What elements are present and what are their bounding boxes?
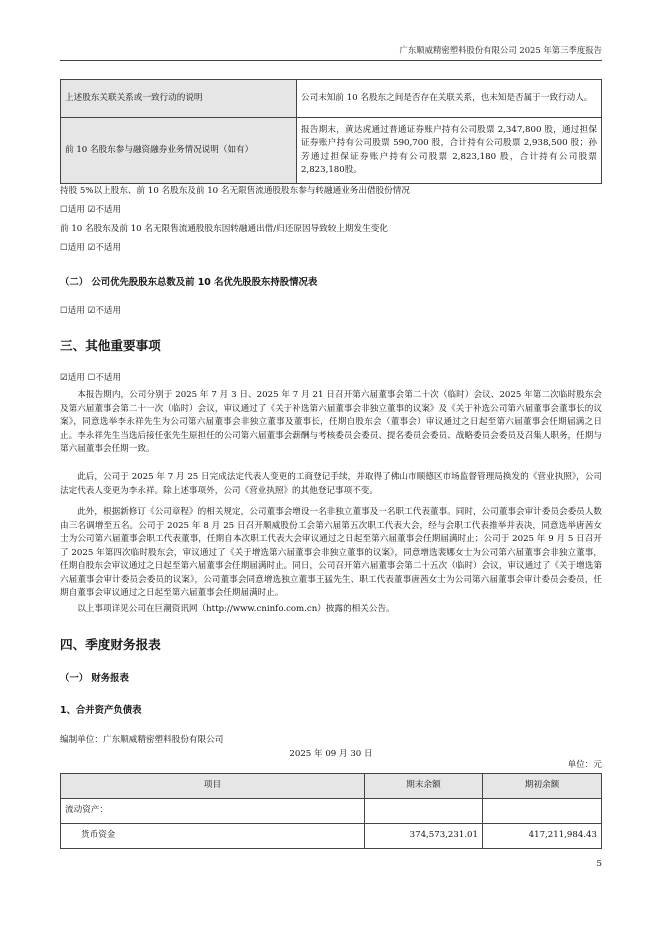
item-cell: 货币资金	[61, 824, 365, 849]
pledge-note: 持股 5%以上股东、前 10 名股东及前 10 名无限售流通股股东参与转融通业务出借股份情况	[60, 186, 410, 196]
paragraph: 此外，根据新修订《公司章程》的相关规定，公司董事会增设一名非独立董事及一名职工代表董事。同时，公司董事会审计委员会委员人数由三名调增至五名。公司于 2025 年 8 月 25 日召开顺威股份工会第六届第五次职工代表大会，经与会职工代表推举并表决，同意选举唐茜女士为公司第六届董事会职工代表董事，任期自本次职工代表大会审议通过之日起至第六届董事会任期届满时止；公司于 2025 年 9 月 5 日召开了 2025 年第四次临时股东会，审议通过了《关于增选第六届董事会非独立董事的议案》，同意增选裴娜女士为公司第六届董事会非独立董事，任期自股东会审议通过之日起至第六届董事会任期届满时止。同日，公司召开第六届董事会第二十五次（临时）会议，审议通过了《关于增选第六届董事会审计委员会委员的议案》，公司董事会同意增选独立董事王猛先生、职工代表董事唐茜女士为公司第六届董事会审计委员会委员，任期自董事会审议通过之日起至第六届董事会任期届满时止。	[60, 507, 602, 598]
table-row	[61, 118, 602, 184]
begin-balance-cell: 417,211,984.43	[483, 824, 602, 849]
empty-cell	[365, 799, 483, 824]
header-divider	[60, 60, 602, 61]
end-balance-cell: 374,573,231.01	[365, 824, 483, 849]
currency-unit: 单位：元	[567, 760, 602, 770]
paragraph: 此后，公司于 2025 年 7 月 25 日完成法定代表人变更的工商登记手续，并取得了佛山市顺德区市场监督管理局换发的《营业执照》，公司法定代表人变更为李永祥。除上述事项外，公司《营业执照》的其他登记事项不变。	[60, 472, 602, 496]
page-header-title: 广东顺威精密塑料股份有限公司 2025 年第三季度报告	[399, 45, 602, 55]
statements-subheading: （一） 财务报表	[60, 673, 129, 684]
row-value: 报告期末，黄达虎通过普通证券账户持有公司股票 2,347,800 股，通过担保证券账户持有公司股票 590,700 股，合计持有公司股票 2,938,500 股；孙芳通过担保证券账户持有公司股票 2,823,180 股，合计持有公司股票 2,823,180股。	[297, 118, 602, 184]
row-value: 公司未知前 10 名股东之间是否存在关联关系，也未知是否属于一致行动人。	[297, 80, 602, 118]
empty-cell	[483, 799, 602, 824]
row-label: 上述股东关联关系或一致行动的说明	[61, 80, 297, 118]
financial-statements-heading: 四、季度财务报表	[60, 637, 161, 652]
balance-sheet-table	[60, 773, 602, 849]
table-row	[61, 799, 602, 824]
compiler-line: 编制单位：广东顺威精密塑料股份有限公司	[60, 735, 224, 745]
table-row	[61, 824, 602, 849]
report-date: 2025 年 09 月 30 日	[289, 749, 373, 759]
section-label: 流动资产：	[61, 799, 365, 824]
column-header: 期末余额	[365, 774, 483, 799]
change-note: 前 10 名股东及前 10 名无限售流通股股东因转融通出借/归还原因导致较上期发生变化	[60, 224, 388, 234]
table-header-row	[61, 774, 602, 799]
column-header: 项目	[61, 774, 365, 799]
other-matters-heading: 三、其他重要事项	[60, 338, 161, 353]
paragraph: 以上事项详见公司在巨潮资讯网（http://www.cninfo.com.cn）披露的相关公告。	[77, 604, 395, 614]
balance-sheet-heading: 1、合并资产负债表	[60, 705, 142, 716]
applicability-checkbox: ☐适用 ☑不适用	[60, 205, 122, 215]
column-header: 期初余额	[483, 774, 602, 799]
table-row	[61, 80, 602, 118]
applicability-checkbox: ☐适用 ☑不适用	[60, 243, 122, 253]
applicability-checkbox: ☐适用 ☑不适用	[60, 306, 122, 316]
row-label: 前 10 名股东参与融资融券业务情况说明（如有）	[61, 118, 297, 184]
shareholder-notes-table	[60, 79, 602, 184]
paragraph: 本报告期内，公司分别于 2025 年 7 月 3 日、2025 年 7 月 21 日召开第六届董事会第二十次（临时）会议、2025 年第二次临时股东会及第六届董事会第二十一次（临时）会议，审议通过了《关于补选第六届董事会非独立董事的议案》及《关于补选公司第六届董事会董事长的议案》，同意选举李永祥先生为公司第六届董事会非独立董事及董事长，任期自股东会（董事会）审议通过之日起至第六届董事会任期届满之日止。李永祥先生当选后接任张先生原担任的公司第六届董事会薪酬与考核委员会委员、提名委员会委员、战略委员会委员及召集人职务，任期与第六届董事会任期一致。	[60, 390, 602, 454]
page-number: 5	[596, 859, 602, 869]
applicability-checkbox: ☑适用 ☐不适用	[60, 373, 122, 383]
preferred-shares-heading: （二） 公司优先股股东总数及前 10 名优先股股东持股情况表	[60, 277, 318, 288]
